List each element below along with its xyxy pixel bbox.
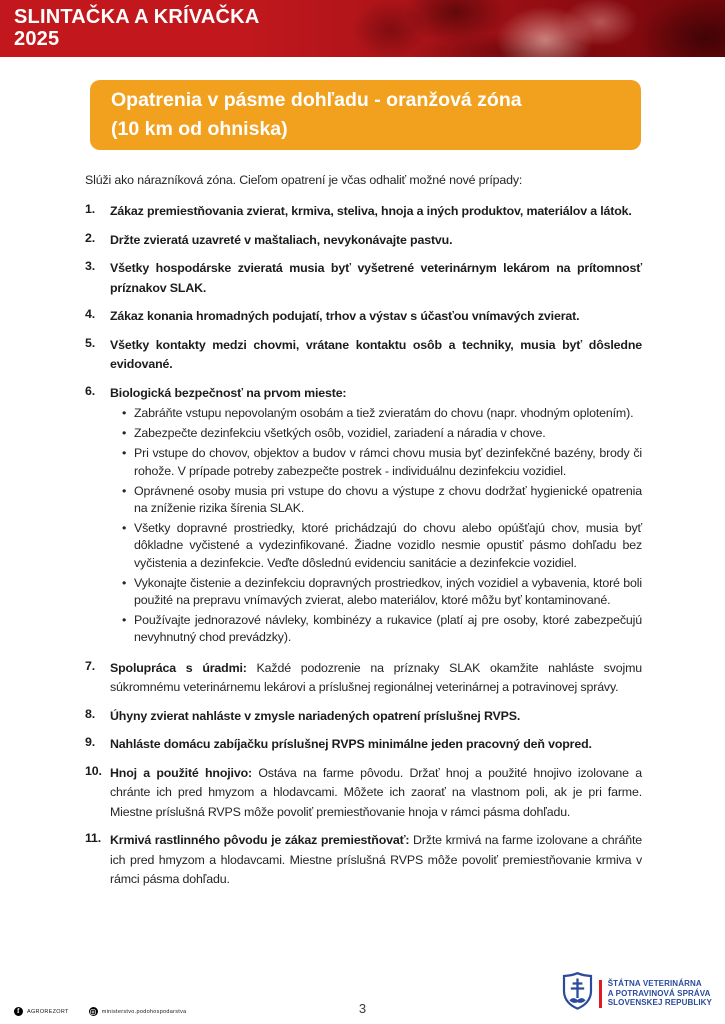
item-bold-lead: Hnoj a použité hnojivo: [110,765,252,780]
state-veterinary-shield-icon [562,972,593,1015]
bullet-item [110,405,642,422]
list-item [85,384,642,650]
item-text [110,307,642,327]
bullet-text: Používajte jednorazové návleky, kombinézy a rukavice (platí aj pre osoby, ktoré zabezpečujú nevyhnutný chod prevádzky). [134,613,642,645]
item-number: 2. [85,230,96,245]
item-bold-lead: Úhyny zvierat nahláste v zmysle nariadených opatrení príslušnej RVPS. [110,708,521,723]
list-item [85,307,642,327]
item-bold-lead: Zákaz konania hromadných podujatí, trhov a výstav s účasťou vnímavých zvierat. [110,309,580,323]
list-item [85,831,642,890]
page-number: 3 [358,1001,367,1016]
bullet-marker: • [122,426,127,441]
item-bold-lead: Biologická bezpečnosť na prvom mieste: [110,385,347,400]
item-text [110,336,642,375]
item-number: 4. [85,307,96,321]
page-title-line1: SLINTAČKA A KRÍVAČKA [14,6,260,28]
list-item [85,202,642,222]
list-item [85,707,642,727]
measures-list [85,202,642,890]
item-bold-lead: Krmivá rastlinného pôvodu je zákaz premiestňovať: [110,833,410,848]
social-label: AGROREZORT [27,1008,69,1015]
facebook-icon: f [14,1007,23,1016]
item-bold-lead: Všetky hospodárske zvieratá musia byť vyšetrené veterinárnym lekárom na prítomnosť príznakov SLAK. [110,261,642,295]
item-bold-lead: Zákaz premiestňovania zvierat, krmiva, steliva, hnoja a iných produktov, materiálov a látok. [110,204,632,218]
logo-divider [599,980,602,1008]
list-item [85,231,642,251]
page-title-line2: 2025 [14,28,60,50]
list-item [85,659,642,698]
item-bold-lead: Držte zvieratá uzavreté v maštaliach, nevykonávajte pastvu. [110,232,453,247]
item-text [110,259,642,298]
bullet-item [110,612,642,646]
item-number: 8. [85,706,96,721]
bullet-text: Všetky dopravné prostriedky, ktoré prichádzajú do chovu alebo opúšťajú chov, musia byť dôkladne vyčistené a vydezinfikované. Žiadne vozidlo nesmie opustiť pásmo dohľadu bez vyčistenia a dezinfekcie. Veďte dôslednú evidenciu sanitácie a dezinfekcie vozidiel. [134,521,642,570]
list-item [85,259,642,298]
bullet-marker: • [122,446,127,461]
item-text [110,384,642,650]
bullet-marker: • [122,521,127,536]
bullet-text: Zabezpečte dezinfekciu všetkých osôb, vozidiel, zariadení a náradia v chove. [134,426,546,441]
org-name-line1: ŠTÁTNA VETERINÁRNA [607,979,702,989]
item-bold-lead: Všetky kontakty medzi chovmi, vrátane kontaktu osôb a techniky, musia byť dôsledne evidované. [110,337,642,371]
item-number: 7. [85,658,96,673]
bullet-item [110,445,642,479]
item-bold-lead: Nahláste domácu zabíjačku príslušnej RVPS minimálne jeden pracovný deň vopred. [110,737,592,752]
list-item [85,336,642,375]
bullet-item [110,520,642,572]
org-name-line3: SLOVENSKEJ REPUBLIKY [607,998,712,1008]
section-heading-banner [90,80,641,150]
item-text [110,231,642,251]
item-number: 3. [85,259,96,273]
bullet-marker: • [122,483,127,498]
list-item [85,764,642,823]
bullet-text: Pri vstupe do chovov, objektov a budov v rámci chovu musia byť dezinfekčné bazény, brody či rohože. V prípade potreby zabezpečte postrek - individuálnu dezinfekciu vozidiel. [134,446,642,478]
bullet-text: Zabráňte vstupu nepovolaným osobám a tiež zvieratám do chovu (napr. vhodným oplotením). [134,406,634,420]
item-text: Krmivá rastlinného pôvodu je zákaz premiestňovať: Držte krmivá na farme izolovane a chráňte ich pred hmyzom a hlodavcami. Miestne príslušná RVPS môže povoliť premiestňovanie krmiva v rámci pásma dohľadu. [110,833,642,887]
sub-bullet-list [110,405,642,647]
bullet-text: Vykonajte čistenie a dezinfekciu dopravných prostriedkov, iných vozidiel a vybavenia, ktoré boli použité na prepravu vnímavých zvierat, alebo materiálov, ktoré môžu byť kontaminované. [134,575,642,608]
item-text [110,707,642,727]
item-bold-lead: Spolupráca s úradmi: [110,660,247,675]
list-item [85,735,642,755]
item-number: 6. [85,383,96,398]
bullet-item [110,425,642,442]
item-number: 9. [85,735,96,750]
bullet-marker: • [122,613,127,628]
main-content [85,171,642,899]
item-number: 1. [85,202,96,216]
section-heading-line1: Opatrenia v pásme dohľadu - oranžová zóna [111,89,522,111]
item-text [110,735,642,755]
item-number: 5. [85,335,96,350]
intro-paragraph: Slúži ako nárazníková zóna. Cieľom opatrení je včas odhaliť možné nové prípady: [85,173,523,187]
bullet-item [110,483,642,517]
item-text [110,202,642,222]
bullet-marker: • [122,406,127,420]
item-number: 10. [85,763,102,778]
bullet-item [110,575,642,609]
org-logo-text [608,979,712,1008]
social-label: ministerstvo.podohospodarstva [101,1008,187,1015]
org-logo [562,972,712,1015]
item-text: Spolupráca s úradmi: Každé podozrenie na príznaky SLAK okamžite nahláste svojmu súkromnému veterinárnemu lekárovi a príslušnej regionálnej veterinárnej a potravinovej správy. [110,660,642,695]
section-heading-line2: (10 km od ohniska) [111,118,288,140]
item-text: Hnoj a použité hnojivo: Ostáva na farme pôvodu. Držať hnoj a použité hnojivo izolovane a chránte ich pred hmyzom a hlodavcami. Môžete ich zaorať na vlastnom poli, ak je pri farme. Miestne príslušná RVPS môže povoliť premiestňovanie hnoja v rámci pásma dohľadu. [110,765,642,819]
red-header-band [0,0,725,57]
org-name-line2: A POTRAVINOVÁ SPRÁVA [607,988,711,998]
item-number: 11. [85,831,102,846]
bullet-marker: • [122,575,127,590]
page-title [14,6,259,50]
bullet-text: Oprávnené osoby musia pri vstupe do chovu a výstupe z chovu dodržať hygienické opatrenia na zníženie rizika šírenia SLAK. [134,483,642,516]
